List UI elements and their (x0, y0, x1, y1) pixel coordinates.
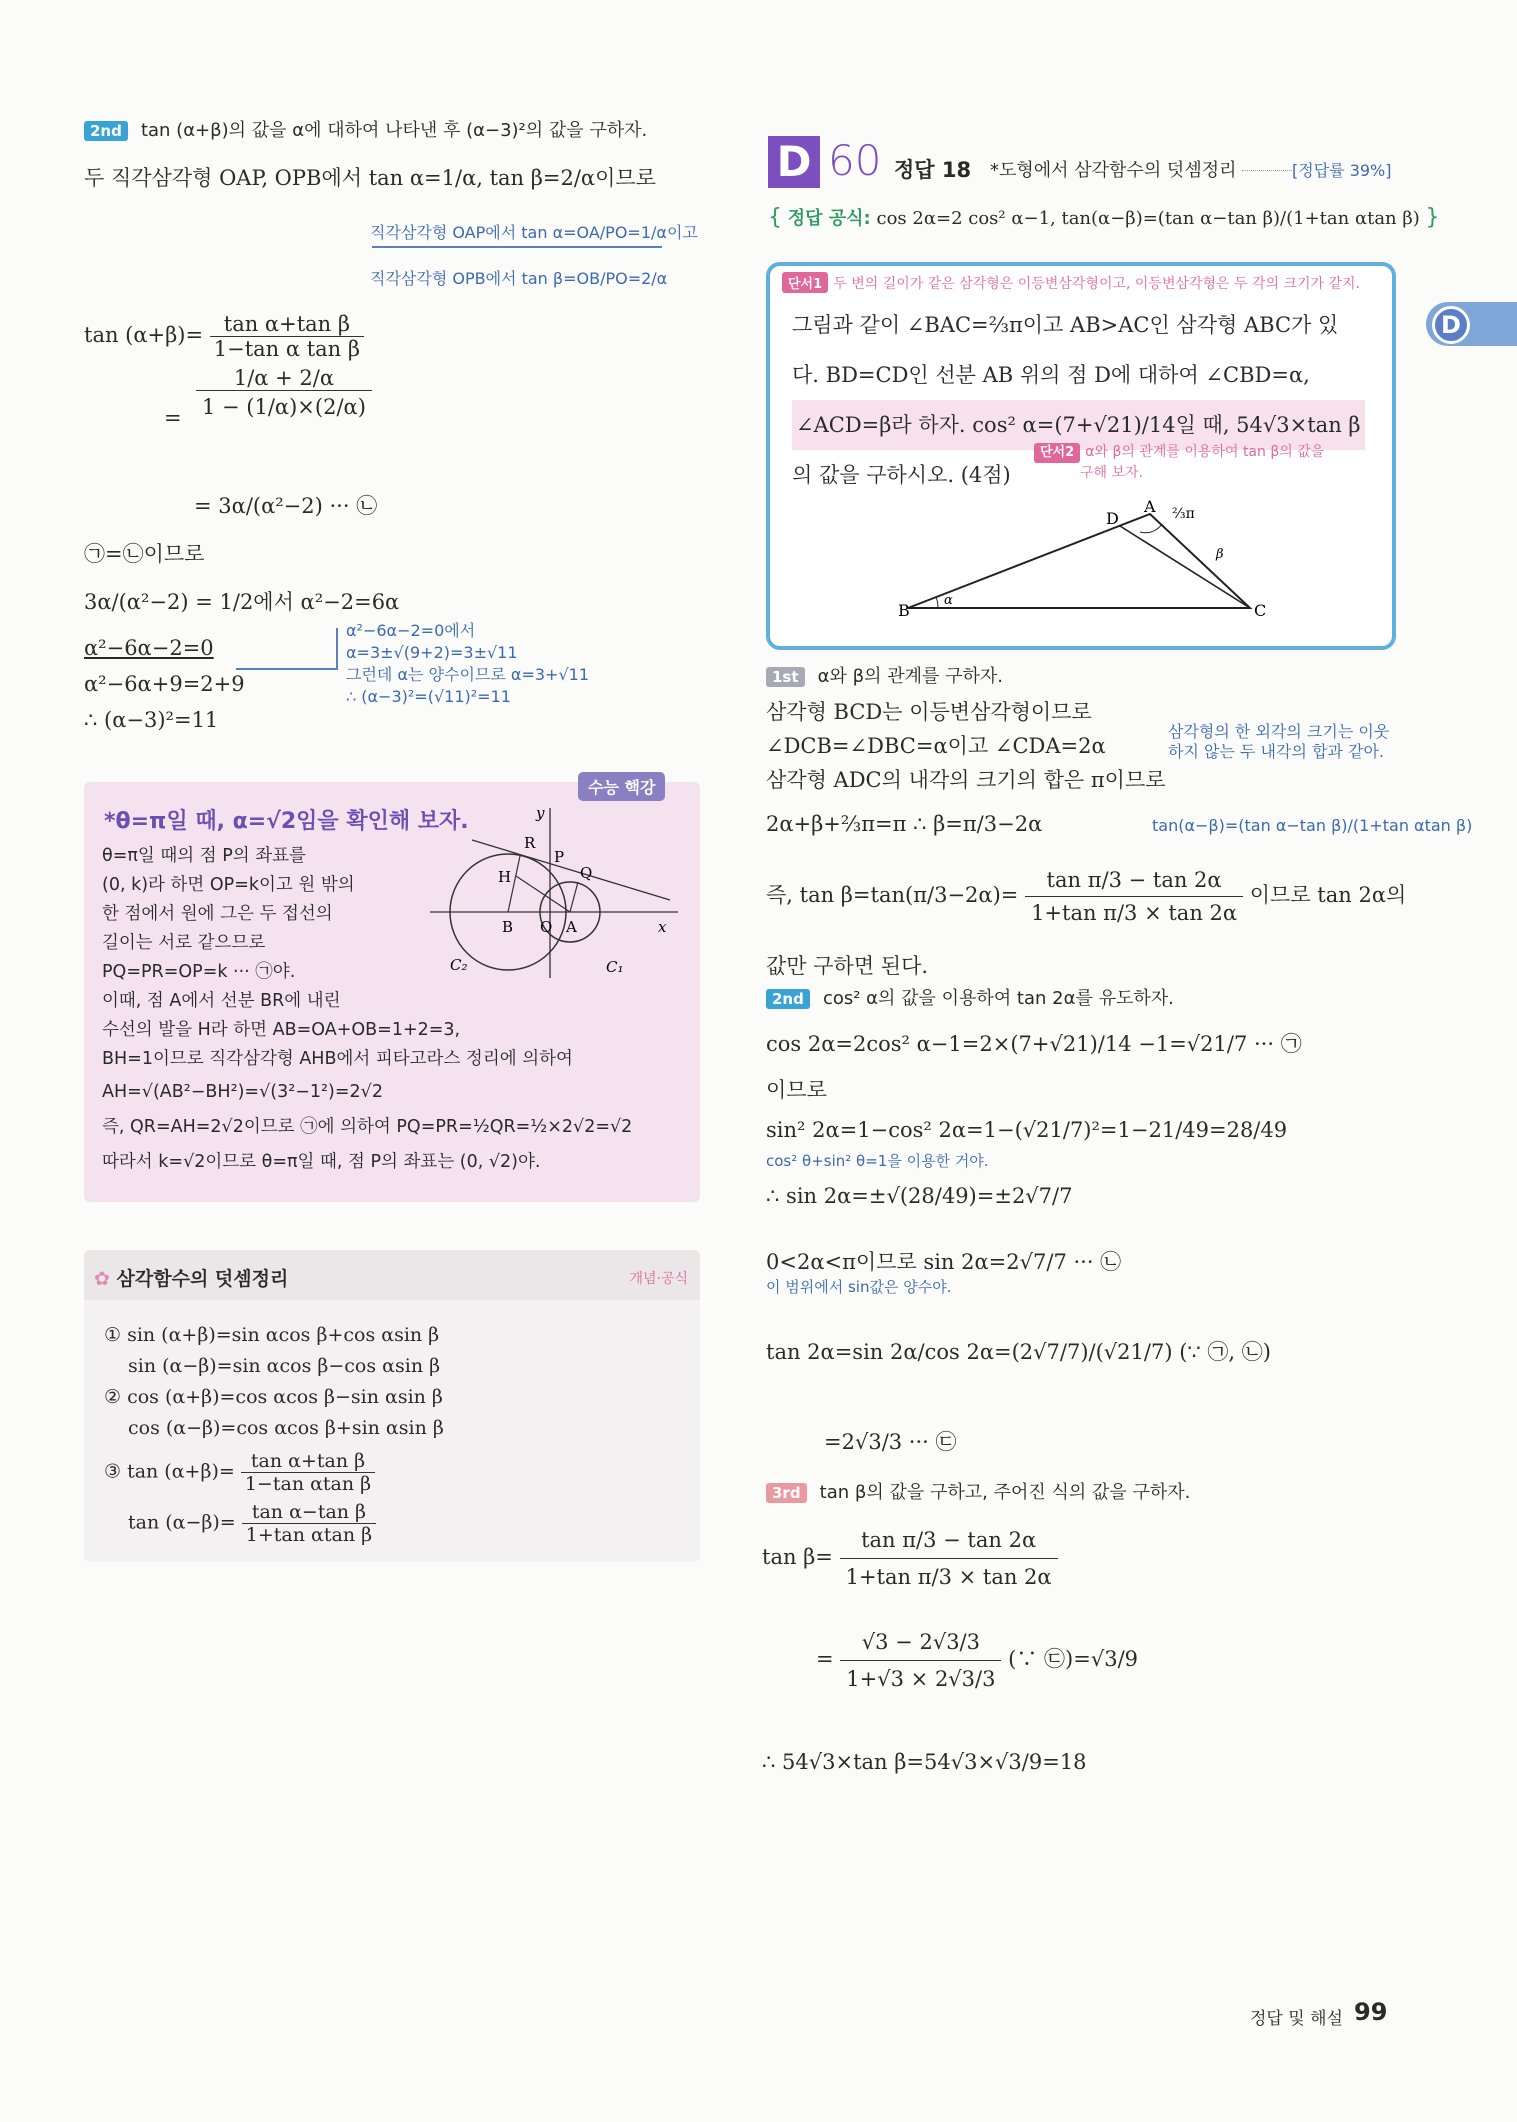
label-alpha: α (944, 593, 953, 608)
equation: tan 2α=sin 2α/cos 2α=(2√7/7)/(√21/7) (∵ ㉠, ㉡) (766, 1340, 1271, 1364)
text-line: BH=1이므로 직각삼각형 AHB에서 피타고라스 정리에 의하여 (102, 1049, 573, 1069)
label-p: P (554, 848, 565, 866)
equation-lhs: tan β= (762, 1545, 833, 1569)
page-number: 99 (1354, 1998, 1388, 2026)
problem-line: 다. BD=CD인 선분 AB 위의 점 D에 대하여 ∠CBD=α, (792, 363, 1310, 387)
problem-line: ∠ACD=β라 하자. cos² α=(7+√21)/14일 때, 54√3×tan β (792, 400, 1365, 450)
text-line: PQ=PR=OP=k ··· ㉠야. (102, 962, 296, 982)
equation: cos 2α=2cos² α−1=2×(7+√21)/14 −1=√21/7 ··· ㉠ (766, 1032, 1302, 1056)
text-line: ∠DCB=∠DBC=α이고 ∠CDA=2α (766, 734, 1106, 758)
fraction-numerator: √3 − 2√3/3 (840, 1624, 1001, 1661)
side-note: 그런데 α는 양수이므로 α=3+√11 (346, 665, 590, 684)
side-note: α²−6α−2=0에서 (346, 621, 476, 640)
fraction-result: = 3α/(α²−2) ··· ㉡ (194, 494, 378, 518)
formula-list (104, 1320, 444, 1546)
footer-label: 정답 및 해설 (1250, 2009, 1343, 2029)
text-line: 이때, 점 A에서 선분 BR에 내린 (102, 991, 341, 1011)
hint2 (1034, 442, 1334, 482)
text-line: 길이는 서로 같으므로 (102, 933, 266, 953)
side-note: 이 범위에서 sin값은 양수야. (766, 1278, 952, 1296)
angle-alpha-arc (936, 597, 938, 608)
fraction-numerator: 1/α + 2/α (196, 366, 372, 391)
label-b: B (502, 918, 514, 936)
equation: α²−6α+9=2+9 (84, 672, 245, 696)
triangle-abc (908, 514, 1250, 608)
formula-box-tag: 개념·공식 (629, 1271, 688, 1287)
fraction-denominator: 1+tan π/3 × tan 2α (1031, 901, 1238, 925)
accuracy-rate: [정답률 39%] (1292, 161, 1392, 180)
label-beta: β (1216, 547, 1224, 562)
equation: ∴ sin 2α=±√(28/49)=±2√7/7 (766, 1184, 1073, 1208)
core-tip-tag: 수능 핵강 (578, 772, 665, 801)
formula-lhs: ③ tan (α+β)= (104, 1460, 235, 1483)
formula-lhs: tan (α+β)= (84, 323, 204, 347)
text-line: 값만 구하면 된다. (766, 954, 929, 978)
label-q: Q (580, 864, 593, 882)
hint-text: α와 β의 관계를 이용하여 tan β의 값을 (1085, 444, 1325, 460)
problem-line: 의 값을 구하시오. (4점) (792, 463, 1011, 487)
side-note: ∴ (α−3)²=(√11)²=11 (346, 687, 511, 706)
segment-ah (516, 876, 570, 912)
text-line: 삼각형 ADC의 내각의 크기의 합은 π이므로 (766, 768, 1166, 792)
answer-formula: { 정답 공식: cos 2α=2 cos² α−1, tan(α−β)=(tan α−tan β)/(1+tan αtan β) } (768, 205, 1440, 230)
fraction-denominator: 1+√3 × 2√3/3 (846, 1667, 996, 1691)
formula-denominator: 1−tan αtan β (244, 1473, 372, 1495)
problem-box (766, 262, 1396, 650)
text-line: 두 직각삼각형 OAP, OPB에서 tan α=1/α, tan β=2/α이므로 (84, 166, 656, 190)
label-b: B (898, 601, 910, 620)
formula-text: cos 2α=2 cos² α−1, tan(α−β)=(tan α−tan β)/(1+tan αtan β) (876, 208, 1420, 229)
hint-badge: 단서1 (782, 272, 828, 293)
problem-line: 그림과 같이 ∠BAC=⅔π이고 AB>AC인 삼각형 ABC가 있 (792, 313, 1339, 337)
label-r: R (524, 834, 536, 852)
dotted-leader (1242, 170, 1292, 171)
text-line: 한 점에서 원에 그은 두 접선의 (102, 904, 333, 924)
equation: =2√3/3 ··· ㉢ (824, 1430, 957, 1454)
text-line: 이므로 (766, 1078, 827, 1102)
formula-numerator: tan α−tan β (242, 1501, 376, 1524)
equation: α²−6α−2=0 (84, 636, 214, 660)
tan-sum-formula (84, 312, 364, 361)
side-note: 직각삼각형 OPB에서 tan β=OB/PO=2/α (370, 269, 668, 288)
compound-fraction: = 1/α + 2/α 1 − (1/α)×(2/α) (196, 366, 372, 423)
formula-box (84, 1250, 700, 1562)
formula-item: cos (α−β)=cos αcos β+sin αsin β (128, 1417, 444, 1439)
step-title: tan β의 값을 구하고, 주어진 식의 값을 구하자. (819, 1482, 1191, 1503)
formula-item (104, 1450, 444, 1495)
formula-numerator: tan α+tan β (210, 312, 364, 337)
fraction-numerator: tan π/3 − tan 2α (1025, 864, 1243, 897)
connector-line (336, 628, 338, 670)
equation-line (762, 1522, 1058, 1595)
step-badge: 2nd (84, 121, 128, 141)
core-tip-title: *θ=π일 때, α=√2임을 확인해 보자. (104, 809, 469, 834)
fraction-denominator: 1+tan π/3 × tan 2α (845, 1565, 1052, 1589)
connector-line (236, 668, 336, 670)
step-title: α와 β의 관계를 구하자. (817, 666, 1003, 687)
formula-lhs: tan (α−β)= (128, 1511, 236, 1534)
label-c2: C₂ (450, 956, 468, 974)
side-note: 삼각형의 한 외각의 크기는 이웃하지 않는 두 내각의 합과 같아. (1168, 722, 1390, 761)
segment-cd (1120, 526, 1250, 608)
equation-line: = $\frac{√3 - 2√3/3}{1+√3 \times 2√3/3}$ (∵ ㉢)=√3/9 (816, 1624, 1138, 1697)
formula-denominator: 1−tan α tan β (213, 337, 361, 361)
label-angle: ⅔π (1172, 506, 1195, 522)
text-line: (0, k)라 하면 OP=k이고 원 밖의 (102, 875, 355, 895)
label-x: x (658, 918, 667, 936)
step-title: tan (α+β)의 값을 α에 대하여 나타낸 후 (α−3)²의 값을 구하자. (140, 120, 648, 141)
formula-item: sin (α−β)=sin αcos β−cos αsin β (128, 1355, 441, 1377)
equation-rhs: (∵ ㉢)=√3/9 (1008, 1647, 1139, 1671)
label-a: A (566, 918, 577, 936)
equation: 2α+β+⅔π=π ∴ β=π/3−2α (766, 812, 1043, 836)
hint1 (782, 272, 1360, 293)
formula-numerator: tan α+tan β (241, 1450, 375, 1473)
step2r-heading (766, 984, 1174, 1010)
hint-text: 구해 보자. (1080, 465, 1143, 481)
side-note: α=3±√(9+2)=3±√11 (346, 643, 518, 662)
label-h: H (498, 868, 512, 886)
text-line: 즉, QR=AH=2√2이므로 ㉠에 의하여 PQ=PR=½QR=½×2√2=√2 (102, 1117, 633, 1137)
label-c: C (1254, 601, 1267, 620)
step3-heading (766, 1478, 1190, 1504)
step-badge: 1st (766, 667, 805, 687)
triangle-figure (890, 496, 1270, 636)
formula-label: 정답 공식: (787, 208, 871, 229)
step2-heading (84, 116, 647, 142)
step1-heading (766, 662, 1003, 688)
formula-item: ① sin (α+β)=sin αcos β+cos αsin β (104, 1324, 440, 1346)
hint-text: 두 변의 길이가 같은 삼각형은 이등변삼각형이고, 이등변삼각형은 두 각의 크기가 같지. (833, 276, 1361, 292)
text-line: 삼각형 BCD는 이등변삼각형이므로 (766, 700, 1092, 724)
label-y: y (536, 804, 545, 822)
step-badge: 3rd (766, 1483, 807, 1503)
label-o: O (540, 918, 553, 936)
text-line: θ=π일 때의 점 P의 좌표를 (102, 846, 306, 866)
fraction-numerator: tan π/3 − tan 2α (840, 1522, 1058, 1559)
side-note: 직각삼각형 OAP에서 tan α=OA/PO=1/α이고 (370, 223, 698, 242)
radius-aq (570, 882, 578, 912)
fraction-denominator: 1 − (1/α)×(2/α) (202, 395, 366, 419)
text-line: 따라서 k=√2이므로 θ=π일 때, 점 P의 좌표는 (0, √2)야. (102, 1152, 541, 1172)
formula-title-text: 삼각함수의 덧셈정리 (116, 1268, 289, 1290)
side-tab[interactable] (1426, 302, 1517, 346)
text-line: AH=√(AB²−BH²)=√(3²−1²)=2√2 (102, 1082, 383, 1102)
side-note-block (346, 620, 589, 708)
text-line: ㉠=㉡이므로 (84, 542, 205, 566)
problem-topic: *도형에서 삼각함수의 덧셈정리 (990, 160, 1237, 181)
equation-lhs: 즉, tan β=tan(π/3−2α)= (766, 883, 1019, 907)
formula-box-title (94, 1264, 288, 1291)
label-a: A (1144, 497, 1156, 516)
formula-item: ② cos (α+β)=cos αcos β−sin αsin β (104, 1386, 443, 1408)
equation: sin² 2α=1−cos² 2α=1−(√21/7)²=1−21/49=28/49 (766, 1118, 1288, 1142)
formula-item (104, 1501, 444, 1546)
label-d: D (1106, 509, 1119, 528)
angle-a-arc (1140, 524, 1162, 533)
text-line: 수선의 발을 H라 하면 AB=OA+OB=1+2=3, (102, 1020, 461, 1040)
formula-denominator: 1+tan αtan β (245, 1524, 373, 1546)
equation-line (766, 864, 1406, 929)
problem-number: 60 (828, 136, 882, 185)
equation-result: ∴ (α−3)²=11 (84, 708, 219, 732)
flower-icon: ✿ (94, 1268, 110, 1290)
equation-rhs: 이므로 tan 2α의 (1249, 883, 1407, 907)
step-title: cos² α의 값을 이용하여 tan 2α를 유도하자. (822, 988, 1174, 1009)
side-tab-letter: D (1432, 306, 1470, 344)
note-underline (372, 246, 662, 248)
equation: 0<2α<π이므로 sin 2α=2√7/7 ··· ㉡ (766, 1250, 1122, 1274)
label-c1: C₁ (606, 958, 624, 976)
answer-label: 정답 18 (894, 158, 972, 182)
side-note: cos² θ+sin² θ=1을 이용한 거야. (766, 1152, 989, 1170)
final-answer: ∴ 54√3×tan β=54√3×√3/9=18 (762, 1750, 1087, 1774)
step-badge: 2nd (766, 989, 810, 1009)
side-note: tan(α−β)=(tan α−tan β)/(1+tan αtan β) (1152, 816, 1473, 835)
problem-letter: D (768, 136, 820, 188)
hint-badge: 단서2 (1034, 443, 1080, 463)
tangent-circles-figure (420, 800, 690, 980)
core-tip-box (84, 778, 700, 1202)
equation: 3α/(α²−2) = 1/2에서 α²−2=6α (84, 590, 400, 614)
